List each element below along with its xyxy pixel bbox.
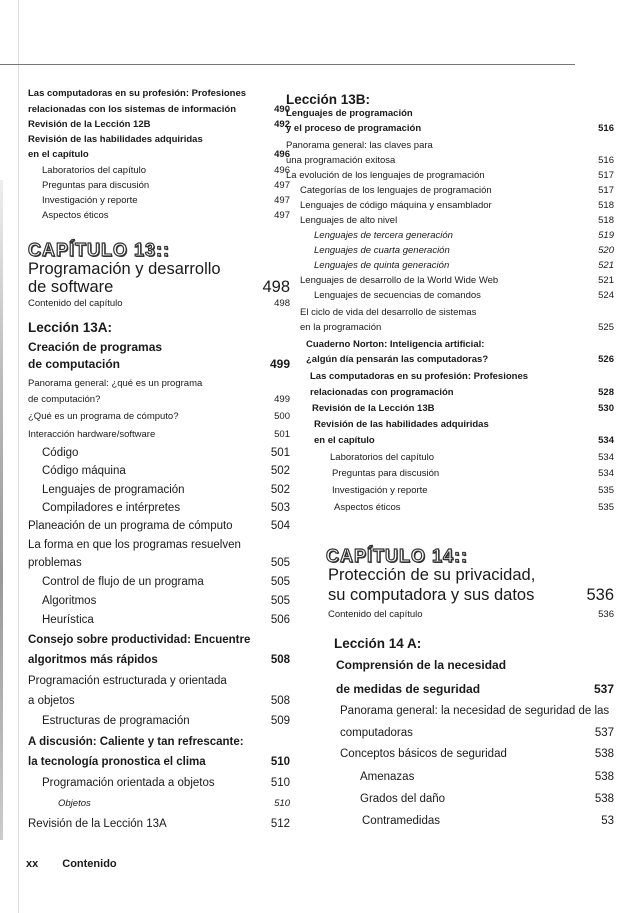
toc-entry-page: 501 [270,447,290,459]
toc-entry-page: 537 [593,682,614,696]
toc-entry-title: Objetos [58,798,91,809]
toc-entry-title: Lenguajes de cuarta generación [314,245,450,256]
toc-entry-page: 538 [594,771,614,783]
toc-entry-title: ¿algún día pensarán las computadoras? [306,354,489,365]
toc-entry-title: su computadora y sus datos [328,586,535,604]
toc-entry-page: 518 [598,200,614,211]
toc-entry-page: 538 [594,748,614,760]
toc-entry-page: 521 [598,275,614,286]
toc-entry [276,727,626,745]
toc-entry-page: 528 [598,387,614,398]
toc-entry [276,546,626,564]
toc-entry [276,485,626,503]
toc-entry-title: de computación [28,357,121,371]
toc-entry-title: Revisión de la Lección 12B [28,119,151,130]
toc-entry [28,614,298,632]
toc-entry-title: relacionadas con programación [310,387,454,398]
toc-entry-title: de medidas de seguridad [336,682,481,696]
toc-entry-page: 535 [598,485,614,496]
toc-entry-page: 497 [274,210,290,221]
toc-entry [28,411,298,429]
toc-entry [28,695,298,713]
toc-entry-title: Código máquina [42,465,126,477]
toc-entry [276,609,626,627]
toc-entry-title: Compiladores e intérpretes [42,502,181,514]
toc-entry-page: 502 [270,484,290,496]
toc-entry-page: 519 [598,230,614,241]
toc-entry-page: 517 [598,185,614,196]
toc-entry-title: Revisión de las habilidades adquiridas [28,134,203,145]
toc-entry-title: a objetos [28,695,75,707]
toc-entry [276,354,626,372]
toc-entry [276,748,626,766]
toc-entry-title: Contramedidas [362,815,440,827]
toc-entry [28,298,298,316]
toc-entry [28,736,298,754]
toc-entry-page: 530 [598,403,614,414]
toc-entry-title: la tecnología pronostica el clima [28,756,206,768]
toc-entry [28,465,298,483]
toc-entry [276,771,626,789]
toc-entry-title: Comprensión de la necesidad [336,658,507,672]
toc-entry [28,484,298,502]
toc-entry-title: problemas [28,557,82,569]
toc-entry-page: 510 [270,756,290,768]
toc-entry [28,576,298,594]
toc-entry-title: Lenguajes de programación [42,484,185,496]
header-rule [0,64,575,65]
toc-entry [276,290,626,308]
toc-entry-page: 502 [270,465,290,477]
toc-entry-page: 496 [274,165,290,176]
toc-entry [28,595,298,613]
toc-entry-title: Planeación de un programa de cómputo [28,520,233,532]
toc-entry [28,777,298,795]
toc-entry-page: 500 [274,411,290,422]
toc-entry-page: 503 [270,502,290,514]
toc-entry-page: 505 [270,557,290,569]
toc-entry [276,468,626,486]
toc-entry-title: algoritmos más rápidos [28,654,158,666]
toc-entry [28,278,298,296]
toc-entry-page: 501 [274,429,290,440]
toc-entry-title: Amenazas [360,771,415,783]
toc-entry [28,260,298,278]
toc-entry [28,240,298,258]
toc-entry-title: de computación? [28,394,101,405]
toc-entry-title: Las computadoras en su profesión: Profesiones [310,371,529,382]
toc-entry-title: Grados del daño [360,793,446,805]
toc-entry [28,502,298,520]
toc-entry-title: Programación estructurada y orientada [28,675,227,687]
toc-entry-title: en el capítulo [314,435,375,446]
toc-entry-title: Lección 13B: [286,92,371,107]
toc-entry-title: Revisión de la Lección 13B [312,403,435,414]
toc-entry-page: 538 [594,793,614,805]
toc-entry [276,793,626,811]
toc-entry [28,675,298,693]
toc-entry [28,818,298,836]
toc-entry-page: 512 [270,818,290,830]
toc-entry-page: 535 [598,502,614,513]
toc-entry-page: 520 [598,245,614,256]
toc-entry [276,322,626,340]
toc-entry-title: El ciclo de vida del desarrollo de sistemas [300,307,477,318]
toc-entry [276,566,626,584]
toc-entry-title: A discusión: Caliente y tan refrescante: [28,736,244,748]
toc-entry-page: 516 [598,123,614,134]
toc-entry-title: Código [42,447,79,459]
toc-entry-title: Lección 13A: [28,320,113,335]
toc-entry-page: 524 [598,290,614,301]
toc-entry-page: 499 [274,394,290,405]
toc-entry [276,123,626,141]
toc-entry-title: CAPÍTULO 13:: [28,240,171,260]
toc-entry-title: Panorama general: las claves para [286,140,433,151]
toc-entry-title: Lenguajes de secuencias de comandos [314,290,481,301]
toc-entry-page: 505 [270,595,290,607]
toc-entry-page: 506 [270,614,290,626]
toc-entry [28,394,298,412]
toc-entry-title: y el proceso de programación [286,123,422,134]
toc-entry-title: Lenguajes de desarrollo de la World Wide Web [300,275,499,286]
toc-entry-page: 537 [594,727,614,739]
toc-entry-title: Estructuras de programación [42,715,190,727]
toc-entry-title: Investigación y reporte [42,195,138,206]
toc-entry [28,539,298,557]
toc-entry [276,435,626,453]
toc-entry [276,682,626,700]
toc-entry-page: 508 [270,695,290,707]
toc-entry-title: La evolución de los lenguajes de programación [286,170,485,181]
toc-entry-title: Consejo sobre productividad: Encuentre [28,634,251,646]
toc-entry [28,520,298,538]
toc-entry-title: Laboratorios del capítulo [330,452,435,463]
toc-entry-page: 509 [270,715,290,727]
toc-entry-page: 510 [274,798,290,809]
toc-entry-page: 534 [598,435,614,446]
toc-entry-page: 492 [274,119,290,130]
toc-entry-title: en la programación [300,322,382,333]
toc-entry-page: 496 [274,149,290,160]
toc-entry [28,210,298,228]
toc-entry-page: 498 [262,278,290,296]
toc-entry [276,502,626,520]
toc-entry-page: 534 [598,452,614,463]
toc-entry [276,815,626,833]
toc-entry-title: Lección 14 A: [334,636,422,651]
toc-entry [28,320,298,338]
toc-entry-title: Protección de su privacidad, [328,566,536,584]
toc-entry-page: 525 [598,322,614,333]
toc-entry [276,705,626,723]
toc-entry-title: Investigación y reporte [332,485,428,496]
toc-entry-title: una programación exitosa [286,155,396,166]
toc-entry-title: Aspectos éticos [42,210,109,221]
toc-entry-title: Lenguajes de código máquina y ensamblador [300,200,492,211]
toc-entry-page: 505 [270,576,290,588]
toc-entry-title: Conceptos básicos de seguridad [340,748,507,760]
toc-entry-title: Contenido del capítulo [328,609,423,620]
footer-page-number: xx [26,858,39,870]
toc-entry-page: 516 [598,155,614,166]
binding-shadow [0,180,3,840]
toc-entry [28,798,298,816]
toc-entry-page: 521 [598,260,614,271]
toc-entry-title: Programación orientada a objetos [42,777,215,789]
toc-entry [28,756,298,774]
toc-entry-title: Cuaderno Norton: Inteligencia artificial: [306,339,485,350]
toc-entry-title: Creación de programas [28,340,163,354]
toc-entry-title: Heurística [42,614,94,626]
toc-entry-title: CAPÍTULO 14:: [326,546,469,566]
toc-entry-title: La forma en que los programas resuelven [28,539,241,551]
toc-entry-page: 497 [274,180,290,191]
toc-entry-page: 499 [269,357,290,371]
toc-entry [28,429,298,447]
toc-entry-title: de software [28,278,114,296]
toc-entry-title: Preguntas para discusión [42,180,150,191]
toc-entry-page: 510 [270,777,290,789]
footer-label: Contenido [62,858,117,870]
toc-entry-title: relacionadas con los sistemas de información [28,104,237,115]
toc-entry-title: Interacción hardware/software [28,429,156,440]
toc-entry [28,654,298,672]
toc-entry-page: 536 [598,609,614,620]
toc-entry [28,557,298,575]
toc-entry-title: Revisión de la Lección 13A [28,818,167,830]
toc-entry [28,715,298,733]
toc-entry-title: en el capítulo [28,149,89,160]
page-margin-line [18,0,19,913]
toc-entry-title: Programación y desarrollo [28,260,221,278]
toc-entry-title: Contenido del capítulo [28,298,123,309]
page-footer [26,858,117,870]
toc-entry [276,658,626,676]
toc-entry-title: Aspectos éticos [334,502,401,513]
toc-entry-title: Lenguajes de programación [286,108,413,119]
toc-entry [28,447,298,465]
toc-entry-title: Panorama general: la necesidad de seguridad de las [340,705,610,717]
toc-entry-page: 536 [586,586,614,604]
toc-entry-page: 517 [598,170,614,181]
toc-entry-title: computadoras [340,727,413,739]
toc-entry [276,586,626,604]
toc-entry-title: Categorías de los lenguajes de programación [300,185,492,196]
toc-entry-title: ¿Qué es un programa de cómputo? [28,411,179,422]
toc-entry-title: Revisión de las habilidades adquiridas [314,419,489,430]
toc-entry [28,340,298,358]
toc-entry-page: 504 [270,520,290,532]
toc-entry-title: Laboratorios del capítulo [42,165,147,176]
toc-entry-page: 518 [598,215,614,226]
toc-entry-title: Las computadoras en su profesión: Profesiones [28,88,247,99]
toc-entry-title: Lenguajes de quinta generación [314,260,450,271]
toc-entry-page: 53 [601,815,614,827]
toc-entry [276,636,626,654]
toc-entry-page: 490 [274,104,290,115]
toc-entry-page: 526 [598,354,614,365]
toc-entry-title: Lenguajes de tercera generación [314,230,453,241]
toc-entry [28,357,298,375]
toc-entry [28,634,298,652]
toc-entry-page: 508 [270,654,290,666]
toc-entry-page: 498 [274,298,290,309]
toc-entry-title: Control de flujo de un programa [42,576,204,588]
toc-entry-title: Lenguajes de alto nivel [300,215,398,226]
toc-entry-page: 497 [274,195,290,206]
toc-entry-page: 534 [598,468,614,479]
toc-entry-title: Algoritmos [42,595,97,607]
toc-entry-title: Panorama general: ¿qué es un programa [28,378,203,389]
toc-entry-title: Preguntas para discusión [332,468,440,479]
